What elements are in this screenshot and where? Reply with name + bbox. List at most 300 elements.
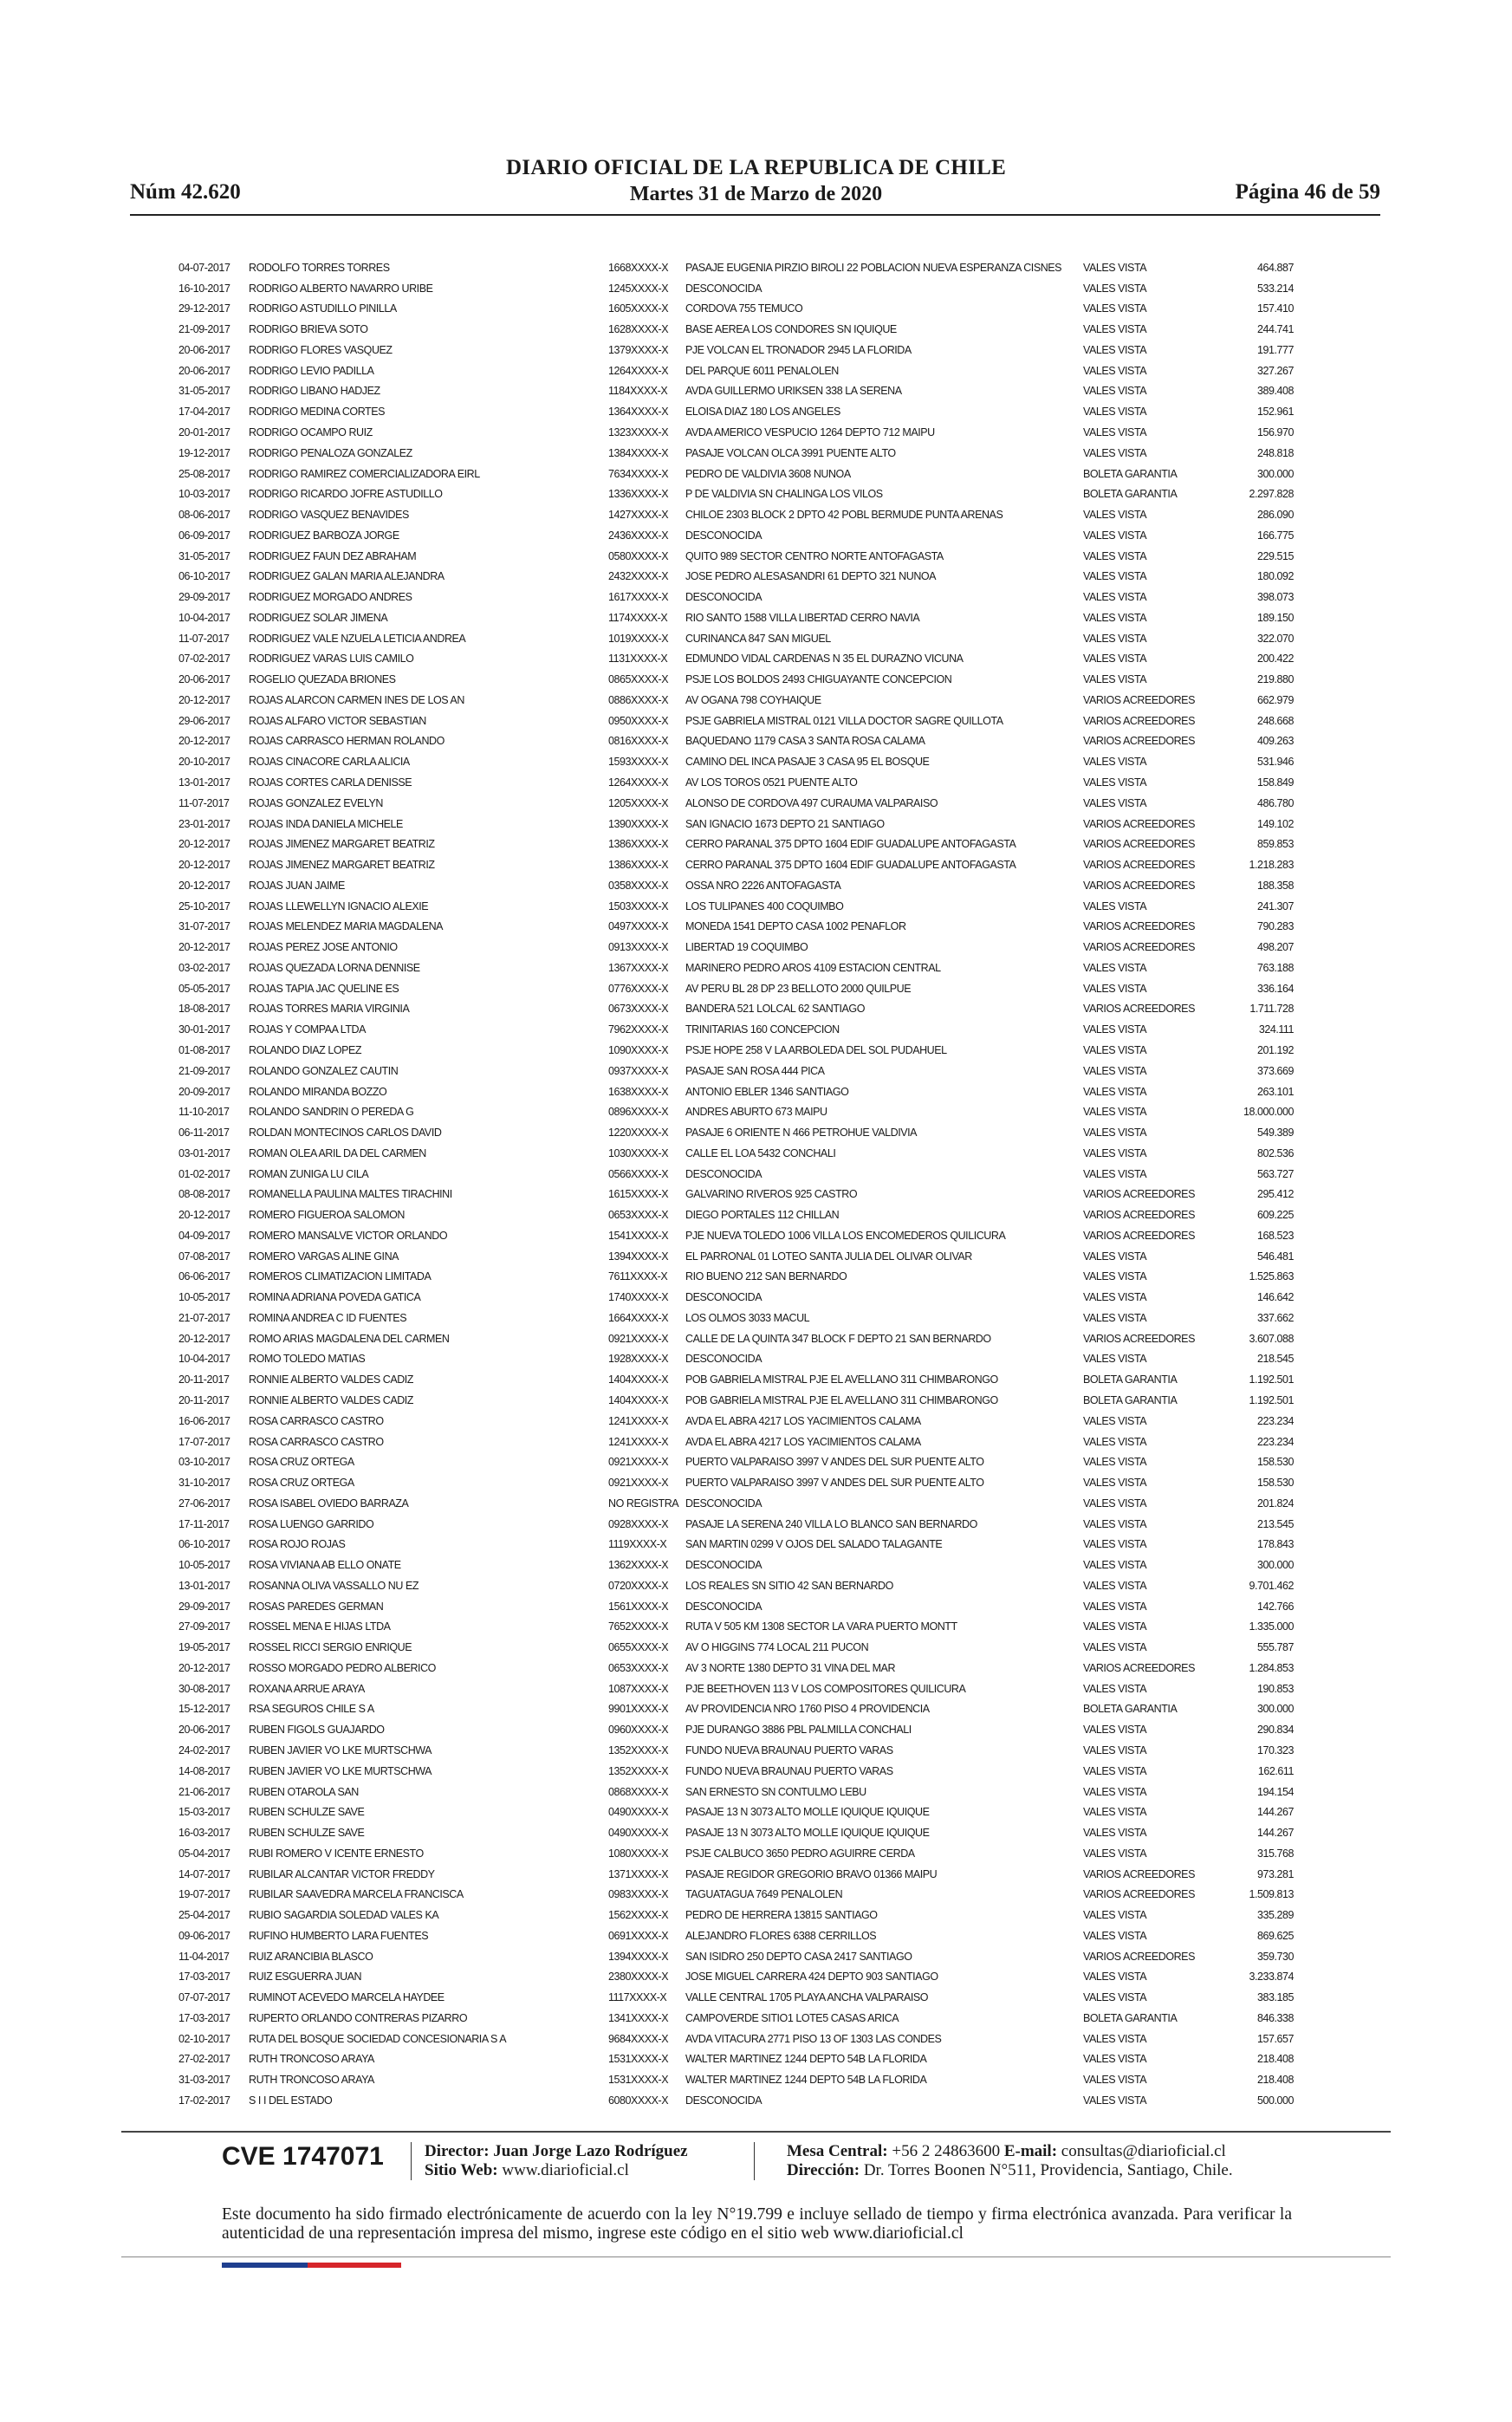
- cell-name: RONNIE ALBERTO VALDES CADIZ: [249, 1373, 413, 1386]
- cell-address: PASAJE 13 N 3073 ALTO MOLLE IQUIQUE IQUIQUE: [685, 1806, 930, 1819]
- cell-amount: 157.410: [1256, 302, 1294, 315]
- cell-address: JOSE PEDRO ALESASANDRI 61 DEPTO 321 NUNOA: [685, 570, 937, 583]
- cell-doc-type: VALES VISTA: [1083, 323, 1147, 336]
- cell-amount: 300.000: [1256, 467, 1294, 480]
- cell-amount: 149.102: [1256, 817, 1294, 830]
- cell-doc-type: VALES VISTA: [1083, 406, 1147, 419]
- cell-amount: 218.408: [1256, 2074, 1294, 2087]
- cell-rut: 0928XXXX-X: [608, 1517, 669, 1530]
- table-row: [178, 401, 1294, 422]
- cell-rut: 1562XXXX-X: [608, 1909, 669, 1922]
- table-row: [178, 2090, 1294, 2111]
- cell-name: RODRIGO ALBERTO NAVARRO URIBE: [249, 282, 433, 295]
- cell-amount: 1.509.813: [1249, 1888, 1294, 1901]
- cell-doc-type: VALES VISTA: [1083, 426, 1147, 438]
- table-row: [178, 834, 1294, 854]
- table-row: [178, 1575, 1294, 1596]
- cell-address: AVDA EL ABRA 4217 LOS YACIMIENTOS CALAMA: [685, 1435, 921, 1448]
- cell-date: 11-07-2017: [178, 796, 230, 809]
- cell-address: JOSE MIGUEL CARRERA 424 DEPTO 903 SANTIAGO: [685, 1971, 938, 1984]
- cell-doc-type: VARIOS ACREEDORES: [1083, 879, 1195, 892]
- cell-name: RUPERTO ORLANDO CONTRERAS PIZARRO: [249, 2011, 468, 2024]
- table-row: [178, 1719, 1294, 1740]
- cell-date: 20-10-2017: [178, 756, 230, 769]
- cell-address: PUERTO VALPARAISO 3997 V ANDES DEL SUR PUENTE ALTO: [685, 1456, 984, 1469]
- table-row: [178, 2029, 1294, 2049]
- cell-name: RODRIGO LIBANO HADJEZ: [249, 385, 380, 398]
- table-row: [178, 690, 1294, 711]
- cell-name: ROSA VIVIANA AB ELLO ONATE: [249, 1559, 401, 1572]
- cell-doc-type: VALES VISTA: [1083, 796, 1147, 809]
- cell-amount: 144.267: [1256, 1827, 1294, 1840]
- cell-date: 17-07-2017: [178, 1435, 230, 1448]
- table-row: [178, 937, 1294, 958]
- cell-doc-type: VALES VISTA: [1083, 899, 1147, 912]
- cell-name: ROSSEL RICCI SERGIO ENRIQUE: [249, 1641, 412, 1654]
- cell-amount: 335.289: [1256, 1909, 1294, 1922]
- table-row: [178, 1884, 1294, 1905]
- cell-amount: 531.946: [1256, 756, 1294, 769]
- cell-date: 19-07-2017: [178, 1888, 230, 1901]
- cell-date: 10-03-2017: [178, 488, 230, 501]
- cell-name: ROJAS CINACORE CARLA ALICIA: [249, 756, 410, 769]
- cell-name: ROSA LUENGO GARRIDO: [249, 1517, 374, 1530]
- mesa-phone: +56 2 24863600: [892, 2142, 1001, 2160]
- cell-rut: 1427XXXX-X: [608, 509, 669, 522]
- cell-date: 20-12-2017: [178, 1332, 230, 1345]
- cell-amount: 201.824: [1256, 1497, 1294, 1510]
- cell-amount: 662.979: [1256, 693, 1294, 706]
- cell-doc-type: VALES VISTA: [1083, 653, 1147, 666]
- cell-rut: 1352XXXX-X: [608, 1744, 669, 1756]
- table-row: [178, 1205, 1294, 1225]
- cell-name: RODRIGO FLORES VASQUEZ: [249, 343, 393, 356]
- cell-address: AV O HIGGINS 774 LOCAL 211 PUCON: [685, 1641, 869, 1654]
- table-row: [178, 1617, 1294, 1638]
- cell-address: PSJE LOS BOLDOS 2493 CHIGUAYANTE CONCEPCION: [685, 673, 952, 686]
- cell-amount: 18.000.000: [1243, 1106, 1294, 1119]
- cell-rut: 1531XXXX-X: [608, 2053, 669, 2066]
- cell-name: ROJAS INDA DANIELA MICHELE: [249, 817, 403, 830]
- cell-amount: 156.970: [1256, 426, 1294, 438]
- cell-address: LIBERTAD 19 COQUIMBO: [685, 941, 808, 954]
- table-row: [178, 1987, 1294, 2008]
- footer-separator: [754, 2142, 755, 2180]
- cell-date: 08-08-2017: [178, 1188, 230, 1201]
- table-row: [178, 669, 1294, 690]
- cell-address: CURINANCA 847 SAN MIGUEL: [685, 632, 831, 645]
- cell-date: 01-08-2017: [178, 1043, 230, 1056]
- cell-name: RUBIO SAGARDIA SOLEDAD VALES KA: [249, 1909, 439, 1922]
- cell-address: PJE BEETHOVEN 113 V LOS COMPOSITORES QUILICURA: [685, 1682, 966, 1695]
- table-row: [178, 814, 1294, 834]
- cell-doc-type: VALES VISTA: [1083, 343, 1147, 356]
- cell-amount: 191.777: [1256, 343, 1294, 356]
- cell-name: RUBI ROMERO V ICENTE ERNESTO: [249, 1847, 424, 1860]
- cell-amount: 213.545: [1256, 1517, 1294, 1530]
- cell-address: LOS REALES SN SITIO 42 SAN BERNARDO: [685, 1579, 893, 1592]
- table-row: [178, 1246, 1294, 1267]
- cell-doc-type: BOLETA GARANTIA: [1083, 2011, 1178, 2024]
- cell-address: PEDRO DE VALDIVIA 3608 NUNOA: [685, 467, 851, 480]
- cell-name: RUTH TRONCOSO ARAYA: [249, 2074, 374, 2087]
- cell-date: 02-10-2017: [178, 2032, 230, 2045]
- cell-address: PJE VOLCAN EL TRONADOR 2945 LA FLORIDA: [685, 343, 912, 356]
- cell-rut: 6080XXXX-X: [608, 2094, 669, 2107]
- cell-amount: 194.154: [1256, 1785, 1294, 1798]
- cell-doc-type: VALES VISTA: [1083, 1641, 1147, 1654]
- table-row: [178, 1946, 1294, 1967]
- cell-name: ROSA ROJO ROJAS: [249, 1538, 346, 1551]
- cell-doc-type: VALES VISTA: [1083, 673, 1147, 686]
- cell-date: 16-03-2017: [178, 1827, 230, 1840]
- cell-doc-type: VALES VISTA: [1083, 261, 1147, 274]
- cell-doc-type: VALES VISTA: [1083, 2094, 1147, 2107]
- cell-doc-type: VALES VISTA: [1083, 1497, 1147, 1510]
- cell-rut: 1264XXXX-X: [608, 364, 669, 377]
- cell-rut: 1664XXXX-X: [608, 1311, 669, 1324]
- cell-rut: 1384XXXX-X: [608, 446, 669, 459]
- cell-rut: 1241XXXX-X: [608, 1435, 669, 1448]
- director-label: Director: Juan Jorge Lazo Rodríguez: [425, 2142, 688, 2160]
- page-number: Página 46 de 59: [1235, 180, 1380, 204]
- cell-name: ROJAS LLEWELLYN IGNACIO ALEXIE: [249, 899, 429, 912]
- table-row: [178, 958, 1294, 978]
- cell-name: ROMERO VARGAS ALINE GINA: [249, 1250, 399, 1263]
- cell-rut: 0868XXXX-X: [608, 1785, 669, 1798]
- cell-address: DESCONOCIDA: [685, 529, 762, 542]
- cell-rut: 9684XXXX-X: [608, 2032, 669, 2045]
- cell-name: RUBEN FIGOLS GUAJARDO: [249, 1724, 385, 1737]
- verification-note: Este documento ha sido firmado electrónicamente de acuerdo con la ley N°19.799 e incluye sellado de tiempo y firma electrónica avanzada. Para verificar la autenticidad de una representación impresa del mismo, ingrese este código en el sitio web www.diarioficial.cl: [222, 2205, 1292, 2243]
- cell-rut: 1080XXXX-X: [608, 1847, 669, 1860]
- cell-name: RODRIGUEZ VALE NZUELA LETICIA ANDREA: [249, 632, 466, 645]
- cell-doc-type: VARIOS ACREEDORES: [1083, 1950, 1195, 1963]
- cell-address: DIEGO PORTALES 112 CHILLAN: [685, 1209, 840, 1222]
- cell-name: ROXANA ARRUE ARAYA: [249, 1682, 365, 1695]
- cell-name: ROLANDO SANDRIN O PEREDA G: [249, 1106, 414, 1119]
- cell-name: RODRIGO PENALOZA GONZALEZ: [249, 446, 412, 459]
- cell-name: RUBEN OTAROLA SAN: [249, 1785, 359, 1798]
- cell-amount: 9.701.462: [1249, 1579, 1294, 1592]
- cell-rut: 0921XXXX-X: [608, 1477, 669, 1490]
- cell-name: RUIZ ESGUERRA JUAN: [249, 1971, 362, 1984]
- cell-rut: 1638XXXX-X: [608, 1085, 669, 1098]
- cell-rut: 1386XXXX-X: [608, 859, 669, 872]
- cell-name: ROSA ISABEL OVIEDO BARRAZA: [249, 1497, 409, 1510]
- cell-date: 29-06-2017: [178, 714, 230, 727]
- table-row: [178, 628, 1294, 649]
- email-link[interactable]: consultas@diarioficial.cl: [1061, 2142, 1226, 2160]
- contact-line: [787, 2142, 1226, 2161]
- cell-address: PJE DURANGO 3886 PBL PALMILLA CONCHALI: [685, 1724, 912, 1737]
- cell-address: PASAJE REGIDOR GREGORIO BRAVO 01366 MAIPU: [685, 1867, 938, 1880]
- cell-rut: 0653XXXX-X: [608, 1661, 669, 1674]
- cell-doc-type: VALES VISTA: [1083, 529, 1147, 542]
- cell-amount: 295.412: [1256, 1188, 1294, 1201]
- footer-separator: [411, 2142, 412, 2180]
- cell-date: 20-06-2017: [178, 1724, 230, 1737]
- cell-date: 13-01-2017: [178, 1579, 230, 1592]
- table-row: [178, 546, 1294, 567]
- table-row: [178, 793, 1294, 814]
- cell-amount: 219.880: [1256, 673, 1294, 686]
- cell-rut: 1404XXXX-X: [608, 1393, 669, 1406]
- cell-name: ROLANDO MIRANDA BOZZO: [249, 1085, 387, 1098]
- cell-name: RUBILAR SAAVEDRA MARCELA FRANCISCA: [249, 1888, 464, 1901]
- cell-date: 10-05-2017: [178, 1559, 230, 1572]
- table-row: [178, 711, 1294, 731]
- cell-date: 29-09-2017: [178, 1600, 230, 1613]
- cell-rut: 0776XXXX-X: [608, 982, 669, 995]
- cell-doc-type: VALES VISTA: [1083, 611, 1147, 624]
- cell-doc-type: VALES VISTA: [1083, 2053, 1147, 2066]
- cell-amount: 383.185: [1256, 1991, 1294, 2004]
- cell-address: TAGUATAGUA 7649 PENALOLEN: [685, 1888, 843, 1901]
- cell-date: 13-01-2017: [178, 776, 230, 789]
- cell-rut: 1394XXXX-X: [608, 1250, 669, 1263]
- cell-address: AVDA AMERICO VESPUCIO 1264 DEPTO 712 MAIPU: [685, 426, 935, 438]
- cell-rut: NO REGISTRA: [608, 1497, 679, 1510]
- cell-name: RUBEN JAVIER VO LKE MURTSCHWA: [249, 1744, 432, 1756]
- cell-doc-type: VALES VISTA: [1083, 1477, 1147, 1490]
- table-row: [178, 278, 1294, 299]
- cell-date: 16-10-2017: [178, 282, 230, 295]
- cell-address: MONEDA 1541 DEPTO CASA 1002 PENAFLOR: [685, 920, 906, 933]
- cell-doc-type: VARIOS ACREEDORES: [1083, 1332, 1195, 1345]
- cell-address: DESCONOCIDA: [685, 1353, 762, 1366]
- cell-date: 03-01-2017: [178, 1146, 230, 1159]
- cell-address: SAN IGNACIO 1673 DEPTO 21 SANTIAGO: [685, 817, 885, 830]
- cell-name: ROMEROS CLIMATIZACION LIMITADA: [249, 1270, 432, 1283]
- cell-amount: 398.073: [1256, 591, 1294, 604]
- cell-name: ROMAN ZUNIGA LU CILA: [249, 1167, 369, 1180]
- cell-date: 20-01-2017: [178, 426, 230, 438]
- cell-name: ROSA CARRASCO CASTRO: [249, 1435, 384, 1448]
- cell-date: 18-08-2017: [178, 1003, 230, 1016]
- cell-address: DESCONOCIDA: [685, 1497, 762, 1510]
- table-row: [178, 1390, 1294, 1411]
- cell-name: ROSAS PAREDES GERMAN: [249, 1600, 384, 1613]
- table-row: [178, 2049, 1294, 2070]
- cell-address: CALLE EL LOA 5432 CONCHALI: [685, 1146, 836, 1159]
- table-row: [178, 1802, 1294, 1822]
- cell-amount: 1.192.501: [1249, 1373, 1294, 1386]
- cell-address: CERRO PARANAL 375 DPTO 1604 EDIF GUADALUPE ANTOFAGASTA: [685, 859, 1016, 872]
- cell-address: PASAJE 6 ORIENTE N 466 PETROHUE VALDIVIA: [685, 1127, 918, 1140]
- cell-address: PASAJE EUGENIA PIRZIO BIROLI 22 POBLACION NUEVA ESPERANZA CISNES: [685, 261, 1062, 274]
- cell-date: 19-05-2017: [178, 1641, 230, 1654]
- cell-name: ROJAS TAPIA JAC QUELINE ES: [249, 982, 399, 995]
- cell-amount: 218.408: [1256, 2053, 1294, 2066]
- cell-rut: 0580XXXX-X: [608, 549, 669, 562]
- cell-doc-type: VALES VISTA: [1083, 1764, 1147, 1777]
- cell-name: RUMINOT ACEVEDO MARCELA HAYDEE: [249, 1991, 445, 2004]
- cell-name: RODRIGUEZ FAUN DEZ ABRAHAM: [249, 549, 417, 562]
- table-row: [178, 1864, 1294, 1885]
- cell-amount: 1.218.283: [1249, 859, 1294, 872]
- cell-date: 23-01-2017: [178, 817, 230, 830]
- cell-date: 11-04-2017: [178, 1950, 230, 1963]
- cell-address: GALVARINO RIVEROS 925 CASTRO: [685, 1188, 858, 1201]
- cell-rut: 1241XXXX-X: [608, 1414, 669, 1427]
- cell-doc-type: VALES VISTA: [1083, 446, 1147, 459]
- cell-doc-type: VALES VISTA: [1083, 1291, 1147, 1304]
- cell-address: TRINITARIAS 160 CONCEPCION: [685, 1023, 840, 1036]
- cell-rut: 1605XXXX-X: [608, 302, 669, 315]
- table-row: [178, 1308, 1294, 1328]
- cell-address: AVDA VITACURA 2771 PISO 13 OF 1303 LAS CONDES: [685, 2032, 942, 2045]
- cell-rut: 1087XXXX-X: [608, 1682, 669, 1695]
- cell-address: DESCONOCIDA: [685, 2094, 762, 2107]
- cell-doc-type: VALES VISTA: [1083, 1517, 1147, 1530]
- cell-doc-type: VALES VISTA: [1083, 1043, 1147, 1056]
- cell-rut: 1503XXXX-X: [608, 899, 669, 912]
- cell-amount: 1.335.000: [1249, 1620, 1294, 1633]
- cell-name: RODRIGO RAMIREZ COMERCIALIZADORA EIRL: [249, 467, 480, 480]
- cell-doc-type: VALES VISTA: [1083, 1127, 1147, 1140]
- table-row: [178, 1905, 1294, 1925]
- cell-rut: 1617XXXX-X: [608, 591, 669, 604]
- cell-name: RUBILAR ALCANTAR VICTOR FREDDY: [249, 1867, 435, 1880]
- cell-amount: 3.233.874: [1249, 1971, 1294, 1984]
- cell-address: WALTER MARTINEZ 1244 DEPTO 54B LA FLORIDA: [685, 2053, 927, 2066]
- cell-name: ROJAS TORRES MARIA VIRGINIA: [249, 1003, 410, 1016]
- cell-date: 10-04-2017: [178, 1353, 230, 1366]
- table-row: [178, 649, 1294, 670]
- cell-date: 19-12-2017: [178, 446, 230, 459]
- cell-date: 20-12-2017: [178, 1209, 230, 1222]
- cell-rut: 1593XXXX-X: [608, 756, 669, 769]
- cell-name: RODRIGO VASQUEZ BENAVIDES: [249, 509, 409, 522]
- cell-amount: 201.192: [1256, 1043, 1294, 1056]
- cell-name: ROLANDO DIAZ LOPEZ: [249, 1043, 362, 1056]
- cell-doc-type: VARIOS ACREEDORES: [1083, 1229, 1195, 1242]
- cell-amount: 609.225: [1256, 1209, 1294, 1222]
- table-row: [178, 1081, 1294, 1102]
- cell-amount: 248.818: [1256, 446, 1294, 459]
- cell-rut: 1364XXXX-X: [608, 406, 669, 419]
- cell-name: ROJAS JIMENEZ MARGARET BEATRIZ: [249, 838, 435, 851]
- cell-doc-type: VALES VISTA: [1083, 385, 1147, 398]
- cell-date: 20-12-2017: [178, 879, 230, 892]
- cell-doc-type: BOLETA GARANTIA: [1083, 1703, 1178, 1716]
- cell-name: RODRIGO OCAMPO RUIZ: [249, 426, 373, 438]
- cell-amount: 359.730: [1256, 1950, 1294, 1963]
- cell-name: RODRIGO RICARDO JOFRE ASTUDILLO: [249, 488, 443, 501]
- cell-date: 06-10-2017: [178, 570, 230, 583]
- cell-rut: 1336XXXX-X: [608, 488, 669, 501]
- table-row: [178, 1184, 1294, 1205]
- cell-doc-type: VALES VISTA: [1083, 632, 1147, 645]
- cell-name: ROSA CARRASCO CASTRO: [249, 1414, 384, 1427]
- cell-amount: 802.536: [1256, 1146, 1294, 1159]
- cell-rut: 2436XXXX-X: [608, 529, 669, 542]
- cell-address: AVDA EL ABRA 4217 LOS YACIMIENTOS CALAMA: [685, 1414, 921, 1427]
- cell-rut: 0896XXXX-X: [608, 1106, 669, 1119]
- cell-date: 17-04-2017: [178, 406, 230, 419]
- cell-rut: 1404XXXX-X: [608, 1373, 669, 1386]
- mesa-label: Mesa Central:: [787, 2142, 888, 2160]
- cell-date: 31-10-2017: [178, 1477, 230, 1490]
- table-row: [178, 1040, 1294, 1061]
- cell-rut: 1628XXXX-X: [608, 323, 669, 336]
- cell-address: PJE NUEVA TOLEDO 1006 VILLA LOS ENCOMEDEROS QUILICURA: [685, 1229, 1006, 1242]
- cell-amount: 162.611: [1257, 1764, 1294, 1777]
- cell-name: ROJAS GONZALEZ EVELYN: [249, 796, 383, 809]
- cell-date: 16-06-2017: [178, 1414, 230, 1427]
- cell-address: AV PROVIDENCIA NRO 1760 PISO 4 PROVIDENCIA: [685, 1703, 930, 1716]
- cell-address: BAQUEDANO 1179 CASA 3 SANTA ROSA CALAMA: [685, 735, 925, 748]
- cell-doc-type: VALES VISTA: [1083, 1085, 1147, 1098]
- cell-name: ROJAS Y COMPAA LTDA: [249, 1023, 367, 1036]
- cell-name: ROSANNA OLIVA VASSALLO NU EZ: [249, 1579, 419, 1592]
- cell-amount: 241.307: [1256, 899, 1294, 912]
- cell-rut: 1030XXXX-X: [608, 1146, 669, 1159]
- cell-amount: 146.642: [1256, 1291, 1294, 1304]
- table-row: [178, 1699, 1294, 1720]
- cell-date: 05-04-2017: [178, 1847, 230, 1860]
- cell-doc-type: VALES VISTA: [1083, 1579, 1147, 1592]
- cell-name: ROSSO MORGADO PEDRO ALBERICO: [249, 1661, 436, 1674]
- cell-date: 21-07-2017: [178, 1311, 230, 1324]
- cell-date: 15-03-2017: [178, 1806, 230, 1819]
- table-row: [178, 484, 1294, 504]
- cell-rut: 1561XXXX-X: [608, 1600, 669, 1613]
- cell-rut: 1928XXXX-X: [608, 1353, 669, 1366]
- table-row: [178, 1658, 1294, 1679]
- cell-rut: 1615XXXX-X: [608, 1188, 669, 1201]
- table-row: [178, 751, 1294, 772]
- cell-name: ROMO TOLEDO MATIAS: [249, 1353, 366, 1366]
- cell-address: PUERTO VALPARAISO 3997 V ANDES DEL SUR PUENTE ALTO: [685, 1477, 984, 1490]
- cell-address: DESCONOCIDA: [685, 1600, 762, 1613]
- cell-rut: 1090XXXX-X: [608, 1043, 669, 1056]
- cell-rut: 1367XXXX-X: [608, 961, 669, 974]
- table-row: [178, 1143, 1294, 1164]
- website-link[interactable]: www.diarioficial.cl: [502, 2161, 629, 2179]
- cell-date: 07-07-2017: [178, 1991, 230, 2004]
- cell-amount: 533.214: [1256, 282, 1294, 295]
- cell-amount: 389.408: [1256, 385, 1294, 398]
- cell-date: 07-08-2017: [178, 1250, 230, 1263]
- table-row: [178, 422, 1294, 443]
- table-row: [178, 1967, 1294, 1988]
- cell-rut: 1264XXXX-X: [608, 776, 669, 789]
- cell-address: CAMINO DEL INCA PASAJE 3 CASA 95 EL BOSQUE: [685, 756, 930, 769]
- cell-rut: 1379XXXX-X: [608, 343, 669, 356]
- cell-address: DESCONOCIDA: [685, 591, 762, 604]
- cell-doc-type: VARIOS ACREEDORES: [1083, 920, 1195, 933]
- cell-address: ALEJANDRO FLORES 6388 CERRILLOS: [685, 1929, 877, 1942]
- flag-bar-red: [308, 2263, 401, 2268]
- table-row: [178, 443, 1294, 464]
- cell-amount: 2.297.828: [1249, 488, 1294, 501]
- cell-rut: 1394XXXX-X: [608, 1950, 669, 1963]
- cell-rut: 0490XXXX-X: [608, 1827, 669, 1840]
- cell-doc-type: VALES VISTA: [1083, 1971, 1147, 1984]
- cell-rut: 0720XXXX-X: [608, 1579, 669, 1592]
- table-row: [178, 1472, 1294, 1493]
- cell-doc-type: VARIOS ACREEDORES: [1083, 1661, 1195, 1674]
- cell-date: 25-08-2017: [178, 467, 230, 480]
- cell-doc-type: VALES VISTA: [1083, 302, 1147, 315]
- table-row: [178, 319, 1294, 340]
- cell-rut: 1131XXXX-X: [608, 653, 668, 666]
- issue-number: Núm 42.620: [130, 180, 241, 204]
- cell-amount: 973.281: [1256, 1867, 1294, 1880]
- cell-date: 30-08-2017: [178, 1682, 230, 1695]
